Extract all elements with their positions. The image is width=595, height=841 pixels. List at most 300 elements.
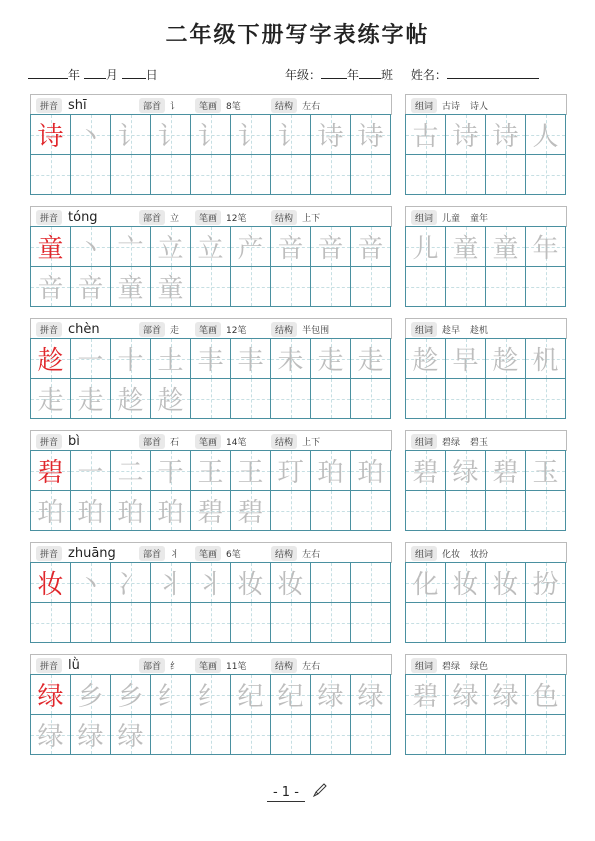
trace-character: 土 xyxy=(157,346,184,376)
grid-cell[interactable] xyxy=(311,227,351,267)
word-grid xyxy=(405,674,566,755)
trace-character: 纟 xyxy=(197,682,224,712)
grid-cell[interactable] xyxy=(311,675,351,715)
grid-cell[interactable] xyxy=(271,451,311,491)
grid-cell[interactable] xyxy=(231,227,271,267)
word-cell[interactable] xyxy=(406,715,446,755)
pinyin-label: 拼音 xyxy=(36,210,62,225)
word-2: 趁机 xyxy=(470,325,489,336)
word-trace-character: 诗 xyxy=(492,122,519,152)
grid-cell[interactable] xyxy=(71,115,111,155)
trace-character: 音 xyxy=(357,234,384,264)
word-trace-character: 妆 xyxy=(452,570,479,600)
word-cell[interactable] xyxy=(406,603,446,643)
grid-cell[interactable] xyxy=(31,115,71,155)
grid-cell[interactable] xyxy=(151,227,191,267)
grid-cell[interactable] xyxy=(351,563,391,603)
trace-character: 丬 xyxy=(197,570,224,600)
model-character: 诗 xyxy=(37,122,64,152)
words-label: 组词 xyxy=(411,434,437,449)
grid-cell[interactable] xyxy=(351,267,391,307)
strokes-label: 笔画 xyxy=(195,98,221,113)
grid-cell[interactable] xyxy=(151,563,191,603)
word-trace-character: 童 xyxy=(492,234,519,264)
trace-character: 十 xyxy=(117,346,144,376)
grid-cell[interactable] xyxy=(231,491,271,531)
grid-cell[interactable] xyxy=(71,155,111,195)
words-label: 组词 xyxy=(411,210,437,225)
trace-character: 乡 xyxy=(77,682,104,712)
trace-character: 冫 xyxy=(117,570,144,600)
trace-character: 音 xyxy=(317,234,344,264)
grid-cell[interactable] xyxy=(191,451,231,491)
grid-cell[interactable] xyxy=(231,115,271,155)
model-character: 绿 xyxy=(37,682,64,712)
grid-cell[interactable] xyxy=(151,267,191,307)
grid-cell[interactable] xyxy=(271,491,311,531)
grid-cell[interactable] xyxy=(151,491,191,531)
grid-cell[interactable] xyxy=(231,451,271,491)
word-cell[interactable] xyxy=(406,379,446,419)
radical-value: 石 xyxy=(170,437,180,448)
grid-cell[interactable] xyxy=(191,339,231,379)
character-section xyxy=(0,654,595,766)
grid-cell[interactable] xyxy=(111,115,151,155)
grid-cell[interactable] xyxy=(311,379,351,419)
page-number: - 1 - xyxy=(267,785,305,802)
word-cell[interactable] xyxy=(486,267,526,307)
grid-cell[interactable] xyxy=(111,379,151,419)
trace-character: 玎 xyxy=(277,458,304,488)
word-trace-character: 古 xyxy=(412,122,439,152)
grid-cell[interactable] xyxy=(111,339,151,379)
trace-character: 丶 xyxy=(77,122,104,152)
word-grid xyxy=(405,338,566,419)
practice-grid xyxy=(30,562,391,643)
radical-value: 走 xyxy=(170,325,180,336)
info-bar xyxy=(30,206,392,227)
grid-cell[interactable] xyxy=(191,603,231,643)
word-trace-character: 早 xyxy=(452,346,479,376)
word-cell[interactable] xyxy=(526,267,566,307)
strokes-value: 12笔 xyxy=(226,325,247,336)
word-cell[interactable] xyxy=(526,339,566,379)
radical-label: 部首 xyxy=(139,434,165,449)
word-cell[interactable] xyxy=(446,715,486,755)
grid-cell[interactable] xyxy=(71,715,111,755)
grid-cell[interactable] xyxy=(271,675,311,715)
student-line: 年级： 年 班 姓名： xyxy=(285,66,539,83)
grid-cell[interactable] xyxy=(351,155,391,195)
trace-character: 纪 xyxy=(237,682,264,712)
grid-cell[interactable] xyxy=(71,267,111,307)
trace-character: 立 xyxy=(197,234,224,264)
trace-character: 碧 xyxy=(197,498,224,528)
word-cell[interactable] xyxy=(526,715,566,755)
word-cell[interactable] xyxy=(486,339,526,379)
trace-character: 音 xyxy=(277,234,304,264)
structure-value: 左右 xyxy=(302,549,321,560)
grid-cell[interactable] xyxy=(151,451,191,491)
radical-value: 讠 xyxy=(170,101,180,112)
grid-cell[interactable] xyxy=(71,379,111,419)
word-cell[interactable] xyxy=(406,115,446,155)
grid-cell[interactable] xyxy=(111,267,151,307)
trace-character: 诗 xyxy=(357,122,384,152)
word-cell[interactable] xyxy=(486,563,526,603)
pinyin-value: tóng xyxy=(68,209,98,225)
trace-character: 讠 xyxy=(237,122,264,152)
word-cell[interactable] xyxy=(406,451,446,491)
grid-cell[interactable] xyxy=(231,267,271,307)
grid-cell[interactable] xyxy=(71,603,111,643)
word-cell[interactable] xyxy=(526,115,566,155)
info-bar xyxy=(30,318,392,339)
structure-label: 结构 xyxy=(271,210,297,225)
grid-cell[interactable] xyxy=(111,155,151,195)
pinyin-label: 拼音 xyxy=(36,658,62,673)
grid-cell[interactable] xyxy=(311,715,351,755)
words-label: 组词 xyxy=(411,98,437,113)
practice-grid xyxy=(30,674,391,755)
name-blank[interactable] xyxy=(447,67,539,79)
grid-cell[interactable] xyxy=(271,115,311,155)
grid-cell[interactable] xyxy=(351,603,391,643)
grid-cell[interactable] xyxy=(191,675,231,715)
character-section xyxy=(0,94,595,206)
word-1: 古诗 xyxy=(442,101,461,112)
trace-character: 趁 xyxy=(117,386,144,416)
word-cell[interactable] xyxy=(486,451,526,491)
strokes-label: 笔画 xyxy=(195,434,221,449)
word-cell[interactable] xyxy=(526,155,566,195)
grid-cell[interactable] xyxy=(31,603,71,643)
trace-character: 碧 xyxy=(237,498,264,528)
structure-value: 上下 xyxy=(302,213,321,224)
grid-cell[interactable] xyxy=(31,563,71,603)
word-2: 诗人 xyxy=(470,101,489,112)
grid-cell[interactable] xyxy=(351,451,391,491)
grid-cell[interactable] xyxy=(71,339,111,379)
grid-cell[interactable] xyxy=(191,267,231,307)
radical-label: 部首 xyxy=(139,210,165,225)
words-label: 组词 xyxy=(411,322,437,337)
word-2: 妆扮 xyxy=(470,549,489,560)
grid-cell[interactable] xyxy=(71,451,111,491)
grid-cell[interactable] xyxy=(351,115,391,155)
words-bar xyxy=(405,318,567,339)
word-trace-character: 化 xyxy=(412,570,439,600)
words-bar xyxy=(405,542,567,563)
day-blank[interactable] xyxy=(122,67,146,79)
word-1: 碧绿 xyxy=(442,661,461,672)
word-cell[interactable] xyxy=(526,227,566,267)
grid-cell[interactable] xyxy=(231,339,271,379)
grid-cell[interactable] xyxy=(31,715,71,755)
grid-cell[interactable] xyxy=(31,155,71,195)
grid-cell[interactable] xyxy=(151,379,191,419)
structure-value: 左右 xyxy=(302,101,321,112)
word-trace-character: 机 xyxy=(532,346,559,376)
grid-cell[interactable] xyxy=(71,563,111,603)
model-character: 童 xyxy=(37,234,64,264)
word-cell[interactable] xyxy=(446,675,486,715)
strokes-label: 笔画 xyxy=(195,546,221,561)
word-trace-character: 妆 xyxy=(492,570,519,600)
grid-cell[interactable] xyxy=(351,715,391,755)
word-trace-character: 碧 xyxy=(412,458,439,488)
grade-blank[interactable] xyxy=(321,67,347,79)
word-trace-character: 趁 xyxy=(492,346,519,376)
class-blank[interactable] xyxy=(359,67,381,79)
grid-cell[interactable] xyxy=(31,451,71,491)
grid-cell[interactable] xyxy=(351,675,391,715)
words-label: 组词 xyxy=(411,546,437,561)
grid-cell[interactable] xyxy=(191,227,231,267)
radical-label: 部首 xyxy=(139,546,165,561)
words-bar xyxy=(405,430,567,451)
word-trace-character: 色 xyxy=(532,682,559,712)
grid-cell[interactable] xyxy=(271,339,311,379)
grid-cell[interactable] xyxy=(191,715,231,755)
grid-cell[interactable] xyxy=(231,563,271,603)
strokes-label: 笔画 xyxy=(195,658,221,673)
grid-cell[interactable] xyxy=(191,155,231,195)
grid-cell[interactable] xyxy=(111,451,151,491)
word-cell[interactable] xyxy=(406,267,446,307)
grid-cell[interactable] xyxy=(191,379,231,419)
grid-cell[interactable] xyxy=(151,715,191,755)
strokes-value: 11笔 xyxy=(226,661,247,672)
grid-cell[interactable] xyxy=(351,227,391,267)
word-cell[interactable] xyxy=(526,451,566,491)
grid-cell[interactable] xyxy=(271,379,311,419)
structure-value: 上下 xyxy=(302,437,321,448)
character-section xyxy=(0,318,595,430)
word-cell[interactable] xyxy=(486,603,526,643)
info-bar xyxy=(30,654,392,675)
structure-label: 结构 xyxy=(271,322,297,337)
grid-cell[interactable] xyxy=(111,563,151,603)
strokes-value: 6笔 xyxy=(226,549,241,560)
word-cell[interactable] xyxy=(486,155,526,195)
grid-cell[interactable] xyxy=(191,491,231,531)
word-cell[interactable] xyxy=(526,675,566,715)
word-cell[interactable] xyxy=(486,379,526,419)
trace-character: 音 xyxy=(37,274,64,304)
pencil-icon xyxy=(312,782,328,802)
grid-cell[interactable] xyxy=(31,675,71,715)
trace-character: 一 xyxy=(77,458,104,488)
pinyin-label: 拼音 xyxy=(36,434,62,449)
word-cell[interactable] xyxy=(486,715,526,755)
trace-character: 珀 xyxy=(117,498,144,528)
pinyin-label: 拼音 xyxy=(36,546,62,561)
word-cell[interactable] xyxy=(406,563,446,603)
words-label: 组词 xyxy=(411,658,437,673)
grid-cell[interactable] xyxy=(231,379,271,419)
grid-cell[interactable] xyxy=(71,675,111,715)
pinyin-value: chèn xyxy=(68,321,100,337)
word-cell[interactable] xyxy=(446,603,486,643)
trace-character: 乡 xyxy=(117,682,144,712)
word-cell[interactable] xyxy=(486,491,526,531)
word-cell[interactable] xyxy=(446,267,486,307)
word-trace-character: 童 xyxy=(452,234,479,264)
grid-cell[interactable] xyxy=(271,227,311,267)
grid-cell[interactable] xyxy=(311,267,351,307)
info-bar xyxy=(30,430,392,451)
word-trace-character: 年 xyxy=(532,234,559,264)
grid-cell[interactable] xyxy=(311,451,351,491)
word-cell[interactable] xyxy=(446,379,486,419)
word-cell[interactable] xyxy=(526,563,566,603)
trace-character: 讠 xyxy=(117,122,144,152)
trace-character: 王 xyxy=(197,458,224,488)
grid-cell[interactable] xyxy=(151,603,191,643)
pinyin-value: zhuāng xyxy=(68,545,116,561)
model-character: 碧 xyxy=(37,458,64,488)
grid-cell[interactable] xyxy=(311,115,351,155)
grid-cell[interactable] xyxy=(111,603,151,643)
word-cell[interactable] xyxy=(406,155,446,195)
page-footer xyxy=(0,782,595,802)
trace-character: 绿 xyxy=(77,722,104,752)
grid-cell[interactable] xyxy=(111,675,151,715)
character-section xyxy=(0,206,595,318)
grid-cell[interactable] xyxy=(31,379,71,419)
trace-character: 珀 xyxy=(357,458,384,488)
trace-character: 走 xyxy=(37,386,64,416)
word-grid xyxy=(405,114,566,195)
grid-cell[interactable] xyxy=(31,227,71,267)
word-cell[interactable] xyxy=(446,227,486,267)
grid-cell[interactable] xyxy=(271,563,311,603)
trace-character: 纟 xyxy=(157,682,184,712)
radical-value: 丬 xyxy=(170,549,180,560)
trace-character: 产 xyxy=(237,234,264,264)
radical-label: 部首 xyxy=(139,322,165,337)
grid-cell[interactable] xyxy=(231,603,271,643)
word-cell[interactable] xyxy=(406,339,446,379)
word-trace-character: 碧 xyxy=(412,682,439,712)
grid-cell[interactable] xyxy=(311,155,351,195)
word-cell[interactable] xyxy=(446,491,486,531)
word-cell[interactable] xyxy=(446,339,486,379)
word-cell[interactable] xyxy=(486,227,526,267)
grid-cell[interactable] xyxy=(31,267,71,307)
trace-character: 绿 xyxy=(37,722,64,752)
grid-cell[interactable] xyxy=(151,339,191,379)
model-character: 趁 xyxy=(37,346,64,376)
trace-character: 音 xyxy=(77,274,104,304)
trace-character: 丶 xyxy=(77,234,104,264)
trace-character: 走 xyxy=(357,346,384,376)
grid-cell[interactable] xyxy=(111,715,151,755)
trace-character: 纪 xyxy=(277,682,304,712)
grid-cell[interactable] xyxy=(111,227,151,267)
word-cell[interactable] xyxy=(446,563,486,603)
pinyin-value: lǜ xyxy=(68,657,80,673)
grid-cell[interactable] xyxy=(151,115,191,155)
grid-cell[interactable] xyxy=(351,339,391,379)
grid-cell[interactable] xyxy=(271,603,311,643)
radical-value: 纟 xyxy=(170,661,180,672)
grid-cell[interactable] xyxy=(231,155,271,195)
word-cell[interactable] xyxy=(446,451,486,491)
word-cell[interactable] xyxy=(446,115,486,155)
trace-character: 童 xyxy=(117,274,144,304)
practice-grid xyxy=(30,338,391,419)
grid-cell[interactable] xyxy=(271,715,311,755)
trace-character: 丰 xyxy=(237,346,264,376)
trace-character: 珀 xyxy=(157,498,184,528)
structure-value: 半包围 xyxy=(302,325,330,336)
strokes-value: 14笔 xyxy=(226,437,247,448)
trace-character: 丶 xyxy=(77,570,104,600)
word-cell[interactable] xyxy=(526,491,566,531)
grid-cell[interactable] xyxy=(71,227,111,267)
words-bar xyxy=(405,94,567,115)
grid-cell[interactable] xyxy=(311,563,351,603)
grid-cell[interactable] xyxy=(191,563,231,603)
grid-cell[interactable] xyxy=(231,715,271,755)
grid-cell[interactable] xyxy=(111,491,151,531)
words-bar xyxy=(405,654,567,675)
word-cell[interactable] xyxy=(446,155,486,195)
word-trace-character: 扮 xyxy=(532,570,559,600)
strokes-label: 笔画 xyxy=(195,210,221,225)
grid-cell[interactable] xyxy=(311,339,351,379)
trace-character: 丬 xyxy=(157,570,184,600)
info-bar xyxy=(30,542,392,563)
grid-cell[interactable] xyxy=(71,491,111,531)
grid-cell[interactable] xyxy=(191,115,231,155)
grid-cell[interactable] xyxy=(151,155,191,195)
grid-cell[interactable] xyxy=(351,379,391,419)
grid-cell[interactable] xyxy=(231,675,271,715)
word-cell[interactable] xyxy=(526,379,566,419)
word-trace-character: 绿 xyxy=(452,682,479,712)
word-cell[interactable] xyxy=(486,115,526,155)
word-2: 碧玉 xyxy=(470,437,489,448)
grid-cell[interactable] xyxy=(351,491,391,531)
trace-character: 丰 xyxy=(197,346,224,376)
grid-cell[interactable] xyxy=(31,491,71,531)
date-line: 年 月 日 xyxy=(28,66,158,83)
pinyin-value: shī xyxy=(68,97,87,113)
trace-character: 二 xyxy=(117,458,144,488)
word-grid xyxy=(405,226,566,307)
word-cell[interactable] xyxy=(406,227,446,267)
practice-grid xyxy=(30,226,391,307)
grid-cell[interactable] xyxy=(151,675,191,715)
grid-cell[interactable] xyxy=(311,491,351,531)
grid-cell[interactable] xyxy=(271,155,311,195)
word-cell[interactable] xyxy=(406,675,446,715)
year-blank[interactable] xyxy=(28,67,68,79)
word-cell[interactable] xyxy=(486,675,526,715)
grid-cell[interactable] xyxy=(311,603,351,643)
radical-label: 部首 xyxy=(139,658,165,673)
grid-cell[interactable] xyxy=(31,339,71,379)
word-cell[interactable] xyxy=(406,491,446,531)
word-cell[interactable] xyxy=(526,603,566,643)
trace-character: 绿 xyxy=(117,722,144,752)
word-trace-character: 绿 xyxy=(452,458,479,488)
grid-cell[interactable] xyxy=(271,267,311,307)
month-blank[interactable] xyxy=(84,67,106,79)
